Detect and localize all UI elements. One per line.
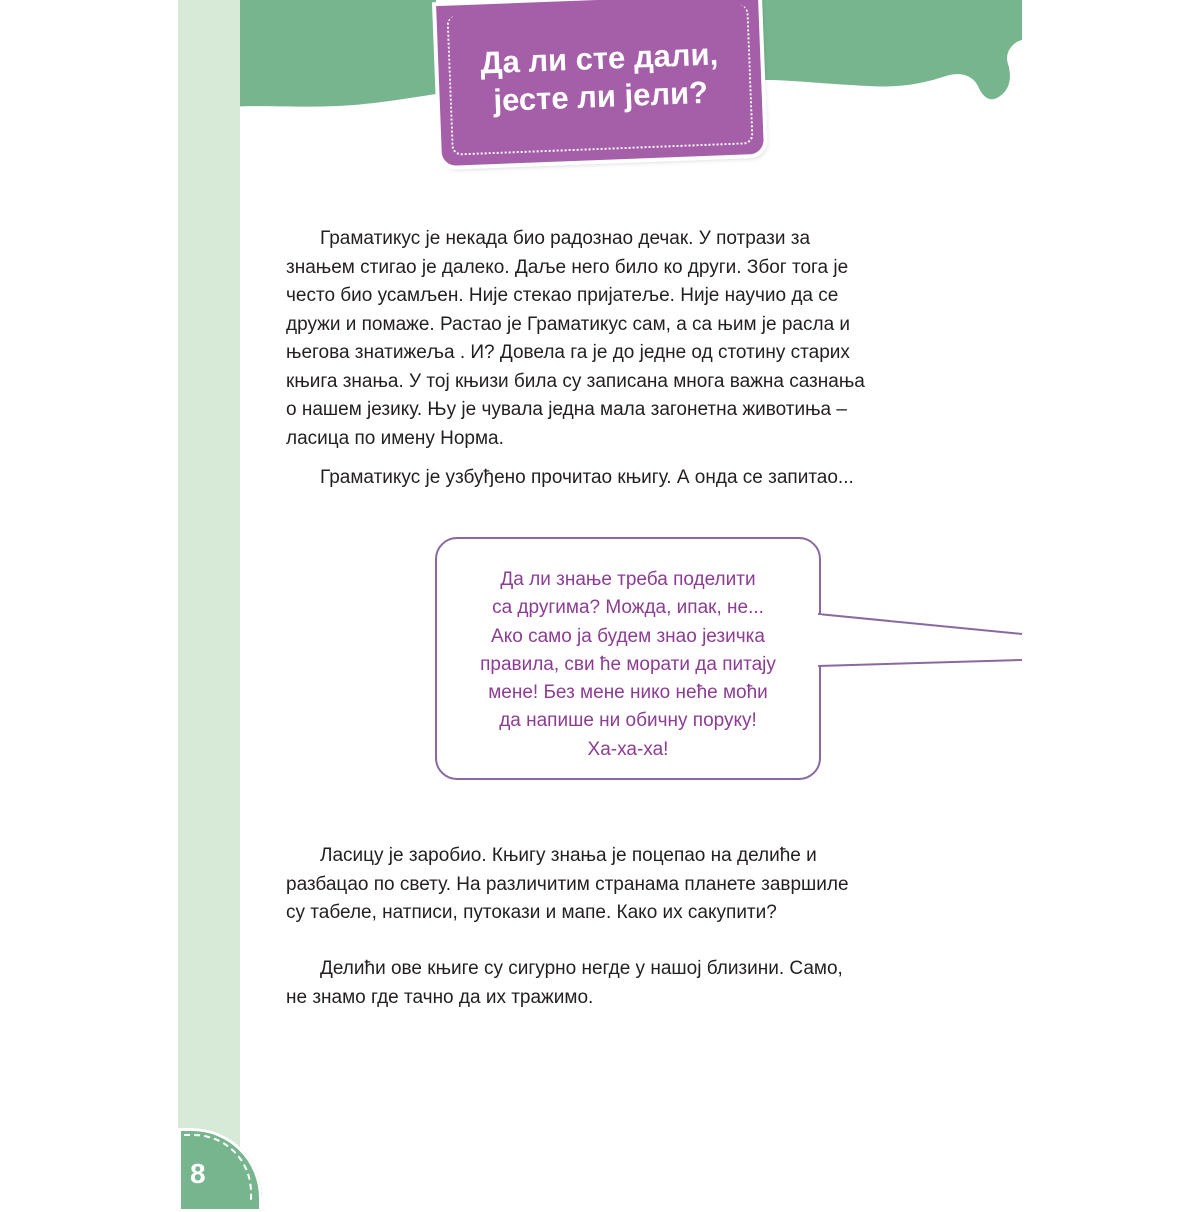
paragraph-fragments: [286, 955, 976, 1012]
text-line: Граматикус је узбуђено прочитао књигу. А онда се запитао...: [320, 467, 854, 488]
text-line: његова знатижеља . И? Довела га је до једне од стотину старих: [286, 342, 850, 363]
text-line: често био усамљен. Није стекао пријатеље. Није научио да се: [286, 285, 839, 306]
chapter-title-line: Да ли сте дали,: [479, 36, 719, 81]
text-line: Ласицу је заробио. Књигу знања је поцепао на делиће и: [320, 845, 817, 866]
text-line: знањем стигао је далеко. Даље него било ко други. Због тога је: [286, 256, 849, 278]
bubble-line: Да ли знање треба поделити: [500, 569, 756, 590]
bubble-line: Ха-ха-ха!: [587, 738, 669, 760]
bubble-line: правила, сви ће морати да питају: [480, 653, 776, 675]
chapter-title-line: јесте ли јели?: [492, 74, 709, 119]
paragraph-question: [286, 464, 976, 493]
text-line: Делићи ове књиге су сигурно негде у нашој близини. Само,: [320, 958, 843, 979]
side-strip: [178, 0, 240, 1200]
text-line: не знамо где тачно да их тражимо.: [286, 986, 594, 1008]
text-line: су табеле, натписи, путокази и мапе. Како их сакупити?: [286, 902, 777, 923]
paragraph-captured: [286, 842, 976, 928]
paragraph-intro: [286, 225, 976, 453]
speech-bubble-text: [435, 566, 821, 764]
bubble-line: са другима? Можда, ипак, не...: [492, 597, 764, 619]
speech-bubble-tail: [818, 610, 1028, 670]
bubble-line: да напише ни обичну поруку!: [499, 710, 757, 732]
text-line: разбацао по свету. На различитим странама планете завршиле: [286, 873, 849, 895]
text-line: о нашем језику. Њу је чувала једна мала загонетна животиња –: [286, 399, 847, 420]
bubble-line: мене! Без мене нико неће моћи: [488, 682, 768, 704]
text-line: књига знања. У тој књизи била су записана многа важна сазнања: [286, 370, 865, 392]
chapter-title: [438, 34, 763, 122]
bubble-line: Ако само ја будем знао језичка: [491, 625, 765, 647]
text-line: ласица по имену Норма.: [286, 427, 504, 449]
text-line: Граматикус је некада био радознао дечак. У потрази за: [320, 228, 811, 249]
title-badge: [436, 0, 764, 166]
page-number: 8: [190, 1158, 206, 1189]
text-line: дружи и помаже. Растао је Граматикус сам, а са њим је расла и: [286, 313, 851, 335]
